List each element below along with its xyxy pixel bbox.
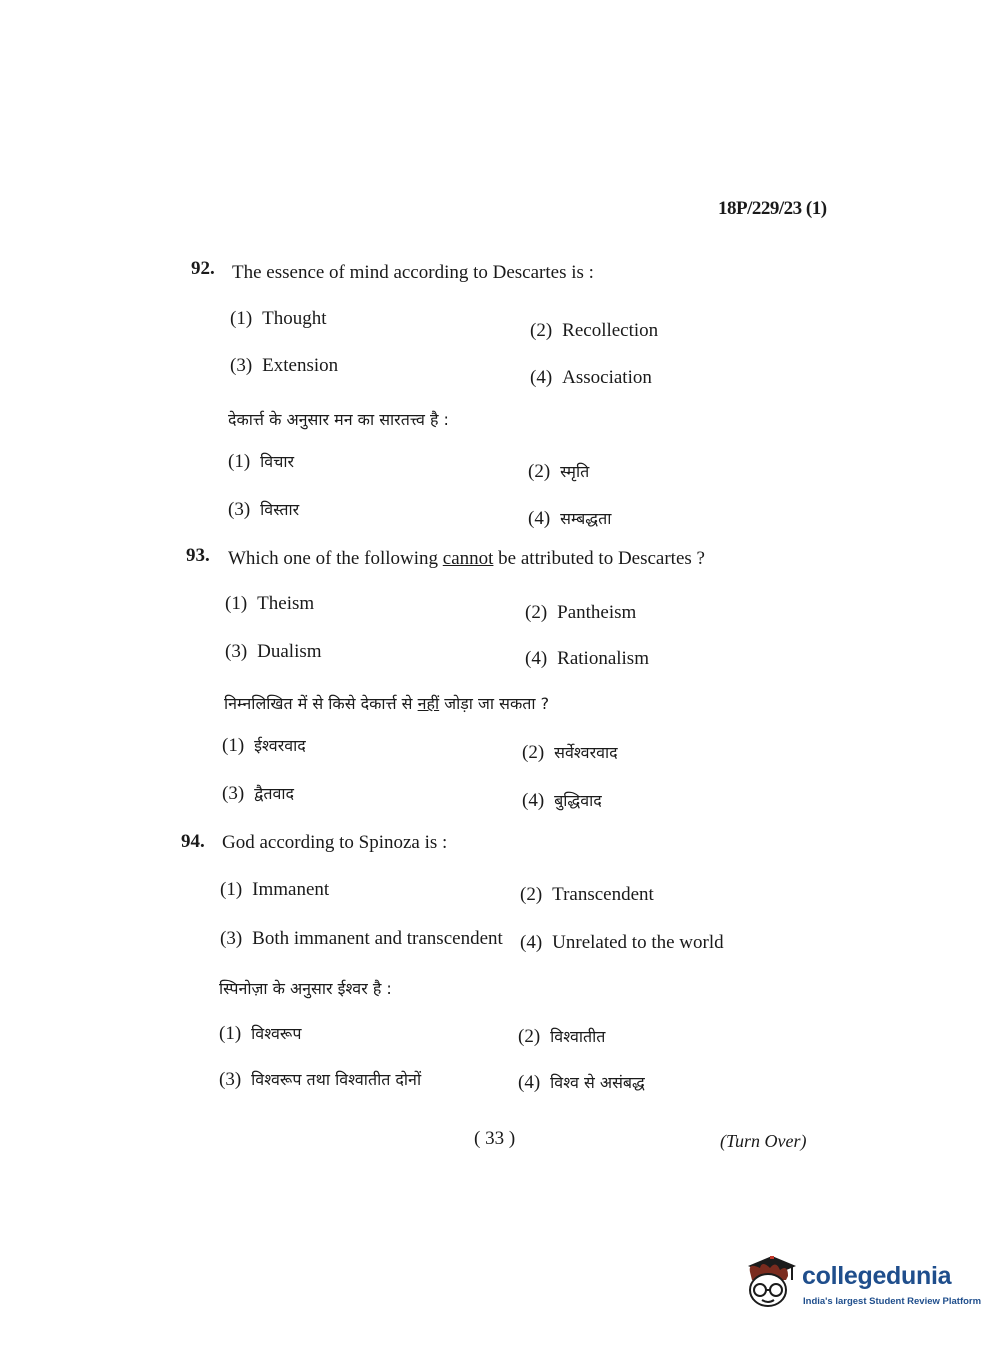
option-1-hi: (1) विश्वरूप xyxy=(219,1023,302,1044)
question-text-hi: निम्नलिखित में से किसे देकार्त्त से नहीं जोड़ा जा सकता ? xyxy=(224,694,550,713)
option-1-hi: (1) विचार xyxy=(228,451,295,472)
option-1-hi: (1) ईश्वरवाद xyxy=(222,735,306,756)
question-number: 92. xyxy=(191,258,215,279)
option-1-en: (1) Theism xyxy=(225,593,315,614)
question-text-en: The essence of mind according to Descartes is : xyxy=(232,262,594,283)
option-3-hi: (3) द्वैतवाद xyxy=(222,783,295,804)
mascot-icon xyxy=(742,1250,800,1312)
turn-over-note: (Turn Over) xyxy=(720,1131,807,1151)
question-text-hi: देकार्त्त के अनुसार मन का सारतत्त्व है : xyxy=(228,410,449,429)
page-number: ( 33 ) xyxy=(474,1128,516,1149)
option-2-hi: (2) सर्वेश्वरवाद xyxy=(522,742,618,763)
question-text-en: God according to Spinoza is : xyxy=(222,832,448,853)
option-3-en: (3) Extension xyxy=(230,355,339,376)
option-3-en: (3) Dualism xyxy=(225,641,322,662)
collegedunia-watermark xyxy=(742,1250,982,1318)
paper-code: 18P/229/23 (1) xyxy=(718,198,827,219)
option-4-hi: (4) सम्बद्धता xyxy=(528,508,612,529)
brand-tagline: India's largest Student Review Platform xyxy=(803,1296,982,1307)
option-2-en: (2) Pantheism xyxy=(525,602,637,623)
question-number: 93. xyxy=(186,545,210,566)
option-1-en: (1) Thought xyxy=(230,308,327,329)
question-number: 94. xyxy=(181,831,205,852)
question-text-en: Which one of the following cannot be attributed to Descartes ? xyxy=(228,548,705,569)
option-2-en: (2) Recollection xyxy=(530,320,659,341)
option-2-hi: (2) विश्वातीत xyxy=(518,1026,606,1047)
option-2-en: (2) Transcendent xyxy=(520,884,654,905)
option-4-en: (4) Unrelated to the world xyxy=(520,932,724,953)
option-3-hi: (3) विस्तार xyxy=(228,499,300,520)
option-4-en: (4) Rationalism xyxy=(525,648,649,669)
option-3-hi: (3) विश्वरूप तथा विश्वातीत दोनों xyxy=(219,1069,422,1090)
option-1-en: (1) Immanent xyxy=(220,879,330,900)
brand-name: collegedunia xyxy=(802,1262,952,1290)
option-2-hi: (2) स्मृति xyxy=(528,461,590,482)
option-3-en: (3) Both immanent and transcendent xyxy=(220,928,503,949)
option-4-en: (4) Association xyxy=(530,367,652,388)
question-text-hi: स्पिनोज़ा के अनुसार ईश्वर है : xyxy=(219,979,392,998)
option-4-hi: (4) बुद्धिवाद xyxy=(522,790,602,811)
option-4-hi: (4) विश्व से असंबद्ध xyxy=(518,1072,645,1093)
